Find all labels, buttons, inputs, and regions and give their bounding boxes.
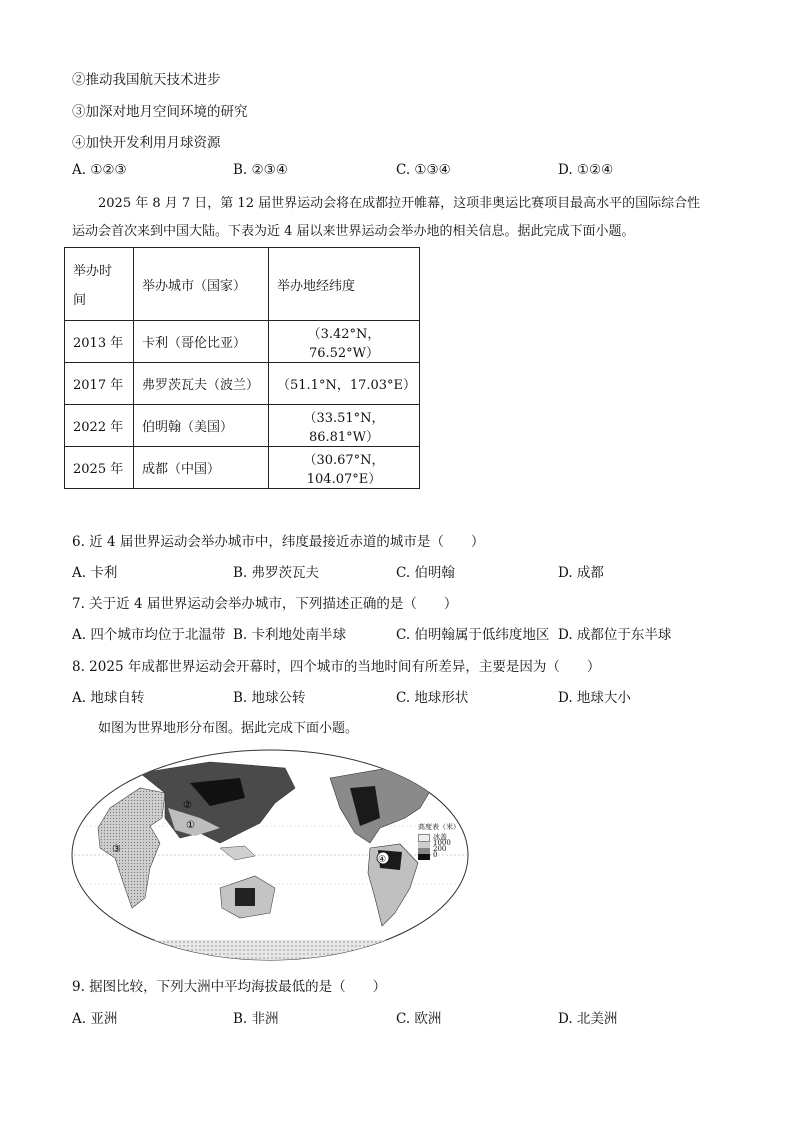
table-row	[65, 321, 420, 363]
q7-option-b: B. 卡利地处南半球	[233, 627, 347, 643]
marker-3: ③	[112, 844, 121, 855]
q9-option-d: D. 北美洲	[558, 1011, 618, 1027]
legend-200: 200	[433, 845, 447, 853]
q7-option-a: A. 四个城市均位于北温带	[72, 627, 226, 643]
q6-option-b: B. 弗罗茨瓦夫	[233, 565, 320, 581]
stem-line-2: ②推动我国航天技术进步	[72, 72, 221, 88]
table-row	[65, 363, 420, 405]
table-row	[65, 405, 420, 447]
map-intro: 如图为世界地形分布图。据此完成下面小题。	[98, 721, 359, 736]
table-row	[65, 447, 420, 489]
legend-0: 0	[433, 851, 438, 859]
map-legend	[418, 822, 460, 860]
row-year: 2017 年	[65, 363, 134, 405]
row-coord: （3.42°N，76.52°W）	[269, 321, 420, 363]
q7-option-d: D. 成都位于东半球	[558, 627, 672, 643]
row-city: 卡利（哥伦比亚）	[134, 321, 269, 363]
q5-option-c: C. ①③④	[396, 162, 451, 178]
marker-1: ①	[186, 820, 195, 831]
world-terrain-map	[70, 748, 470, 962]
q6-option-a: A. 卡利	[72, 565, 118, 581]
q5-option-d: D. ①②④	[558, 162, 614, 178]
row-coord: （33.51°N，86.81°W）	[269, 405, 420, 447]
q6-option-d: D. 成都	[558, 565, 604, 581]
q9-option-a: A. 亚洲	[72, 1011, 118, 1027]
q5-option-a: A. ①②③	[72, 162, 127, 178]
q9-stem: 9. 据图比较，下列大洲中平均海拔最低的是（ ）	[72, 979, 387, 995]
marker-4: ④	[378, 855, 387, 865]
q9-option-c: C. 欧洲	[396, 1011, 442, 1027]
row-coord: （51.1°N，17.03°E）	[269, 363, 420, 405]
legend-title: 高度表（米）	[418, 823, 460, 831]
header-time-line2: 间	[73, 293, 87, 308]
row-city: 弗罗茨瓦夫（波兰）	[134, 363, 269, 405]
header-coord: 举办地经纬度	[269, 248, 420, 321]
stem-line-4: ④加快开发利用月球资源	[72, 135, 221, 151]
header-city: 举办城市（国家）	[134, 248, 269, 321]
q8-option-c: C. 地球形状	[396, 690, 469, 706]
q8-option-a: A. 地球自转	[72, 690, 145, 706]
header-time	[65, 248, 134, 321]
stem-line-3: ③加深对地月空间环境的研究	[72, 104, 248, 120]
header-time-line1: 举办时	[73, 264, 113, 279]
intro-paragraph	[72, 190, 722, 246]
q8-option-b: B. 地球公转	[233, 690, 306, 706]
row-year: 2013 年	[65, 321, 134, 363]
row-year: 2022 年	[65, 405, 134, 447]
table-header-row	[65, 248, 420, 321]
row-city: 成都（中国）	[134, 447, 269, 489]
q8-stem: 8. 2025 年成都世界运动会开幕时，四个城市的当地时间有所差异，主要是因为（ ）	[72, 659, 601, 675]
row-year: 2025 年	[65, 447, 134, 489]
marker-2: ②	[183, 800, 192, 811]
map-svg	[70, 748, 470, 962]
row-city: 伯明翰（美国）	[134, 405, 269, 447]
q9-option-b: B. 非洲	[233, 1011, 279, 1027]
q8-option-d: D. 地球大小	[558, 690, 631, 706]
info-table	[64, 247, 420, 489]
q6-stem: 6. 近 4 届世界运动会举办城市中，纬度最接近赤道的城市是（ ）	[72, 534, 485, 550]
legend-1000: 1000	[433, 839, 451, 847]
q7-option-c: C. 伯明翰属于低纬度地区	[396, 627, 550, 643]
q5-option-b: B. ②③④	[233, 162, 288, 178]
intro-line-1: 2025 年 8 月 7 日，第 12 届世界运动会将在成都拉开帷幕，这项非奥运比赛项目最高水平的国际综合性	[98, 196, 701, 211]
q6-option-c: C. 伯明翰	[396, 565, 455, 581]
row-coord: （30.67°N，104.07°E）	[269, 447, 420, 489]
q7-stem: 7. 关于近 4 届世界运动会举办城市，下列描述正确的是（ ）	[72, 596, 458, 612]
legend-ice: 冰盖	[433, 833, 447, 841]
intro-line-2: 运动会首次来到中国大陆。下表为近 4 届以来世界运动会举办地的相关信息。据此完成下面小题。	[72, 224, 635, 239]
